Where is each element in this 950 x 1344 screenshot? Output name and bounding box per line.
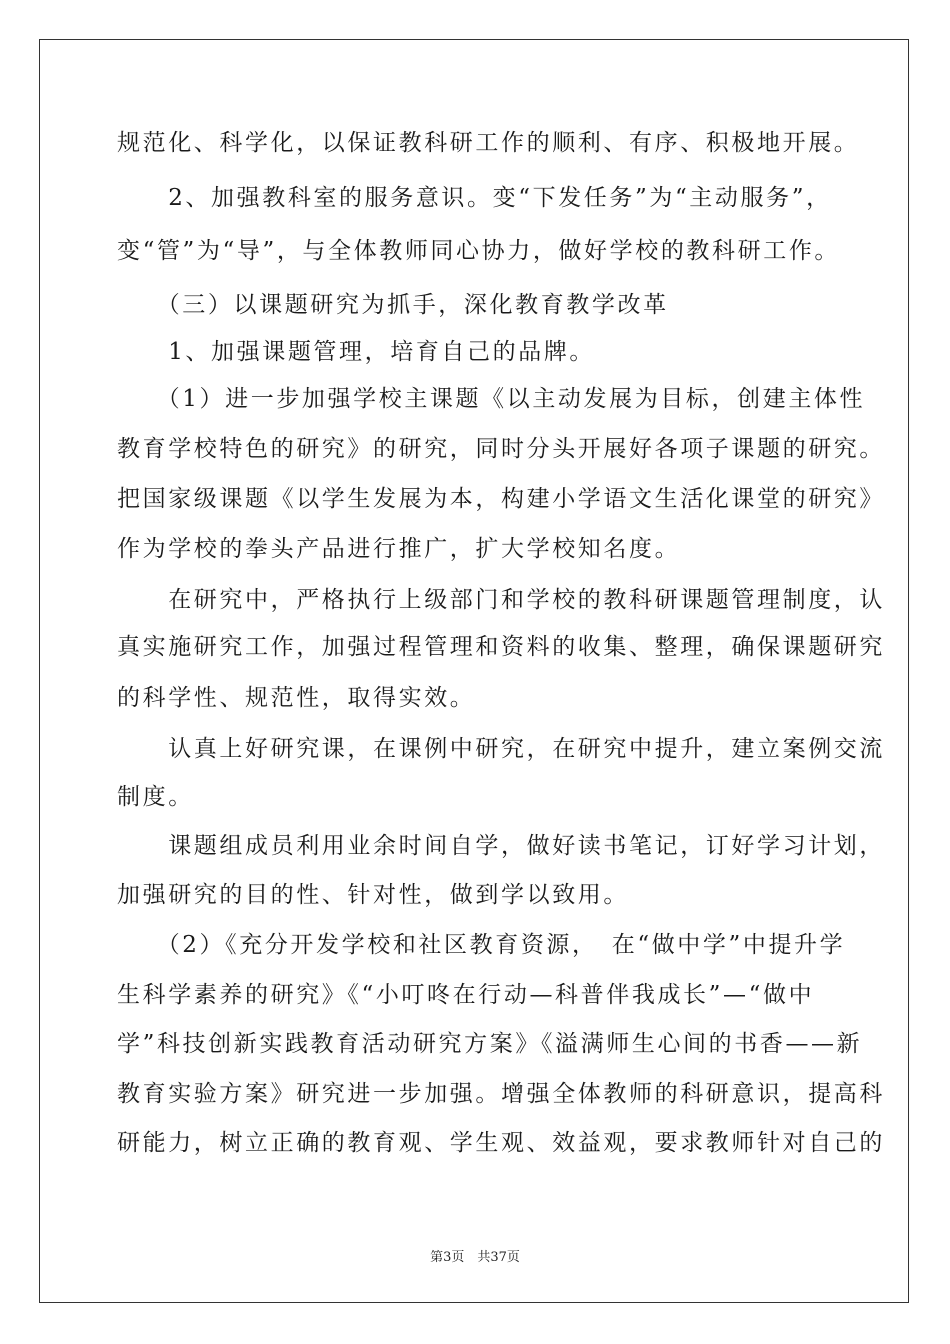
text-line: 认真上好研究课，在课例中研究，在研究中提升，建立案例交流 <box>117 736 885 762</box>
text-line: 的科学性、规范性，取得实效。 <box>117 685 476 711</box>
text-line: （2）《充分开发学校和社区教育资源， 在“做中学”中提升学 <box>117 932 846 958</box>
text-line: （1）进一步加强学校主课题《以主动发展为目标，创建主体性 <box>117 386 866 412</box>
text-line: 变“管”为“导”，与全体教师同心协力，做好学校的教科研工作。 <box>117 238 841 264</box>
text-line: 教育实验方案》研究进一步加强。增强全体教师的科研意识，提高科 <box>117 1081 885 1107</box>
text-line: 作为学校的拳头产品进行推广，扩大学校知名度。 <box>117 536 681 562</box>
text-line: 规范化、科学化，以保证教科研工作的顺利、有序、积极地开展。 <box>117 130 860 156</box>
page-border <box>39 39 909 1303</box>
text-line: 加强研究的目的性、针对性，做到学以致用。 <box>117 882 629 908</box>
text-line: 课题组成员利用业余时间自学，做好读书笔记，订好学习计划， <box>117 833 885 859</box>
page-number: 第3页 共37页 <box>430 1250 520 1265</box>
text-line: 研能力，树立正确的教育观、学生观、效益观，要求教师针对自己的 <box>117 1130 885 1156</box>
text-line: 2、加强教科室的服务意识。变“下发任务”为“主动服务”， <box>117 185 832 211</box>
text-line: 1、加强课题管理，培育自己的品牌。 <box>117 339 596 365</box>
text-line: 教育学校特色的研究》的研究，同时分头开展好各项子课题的研究。 <box>117 436 885 462</box>
text-line: 生科学素养的研究》《“小叮咚在行动—科普伴我成长”—“做中 <box>117 982 815 1008</box>
text-line: 学”科技创新实践教育活动研究方案》《溢满师生心间的书香——新 <box>117 1031 863 1057</box>
section-heading: （三）以课题研究为抓手，深化教育教学改革 <box>117 292 669 318</box>
text-line: 制度。 <box>117 784 194 810</box>
text-line: 把国家级课题《以学生发展为本，构建小学语文生活化课堂的研究》 <box>117 486 885 512</box>
text-line: 在研究中，严格执行上级部门和学校的教科研课题管理制度，认 <box>117 587 885 613</box>
text-line: 真实施研究工作，加强过程管理和资料的收集、整理，确保课题研究 <box>117 634 885 660</box>
